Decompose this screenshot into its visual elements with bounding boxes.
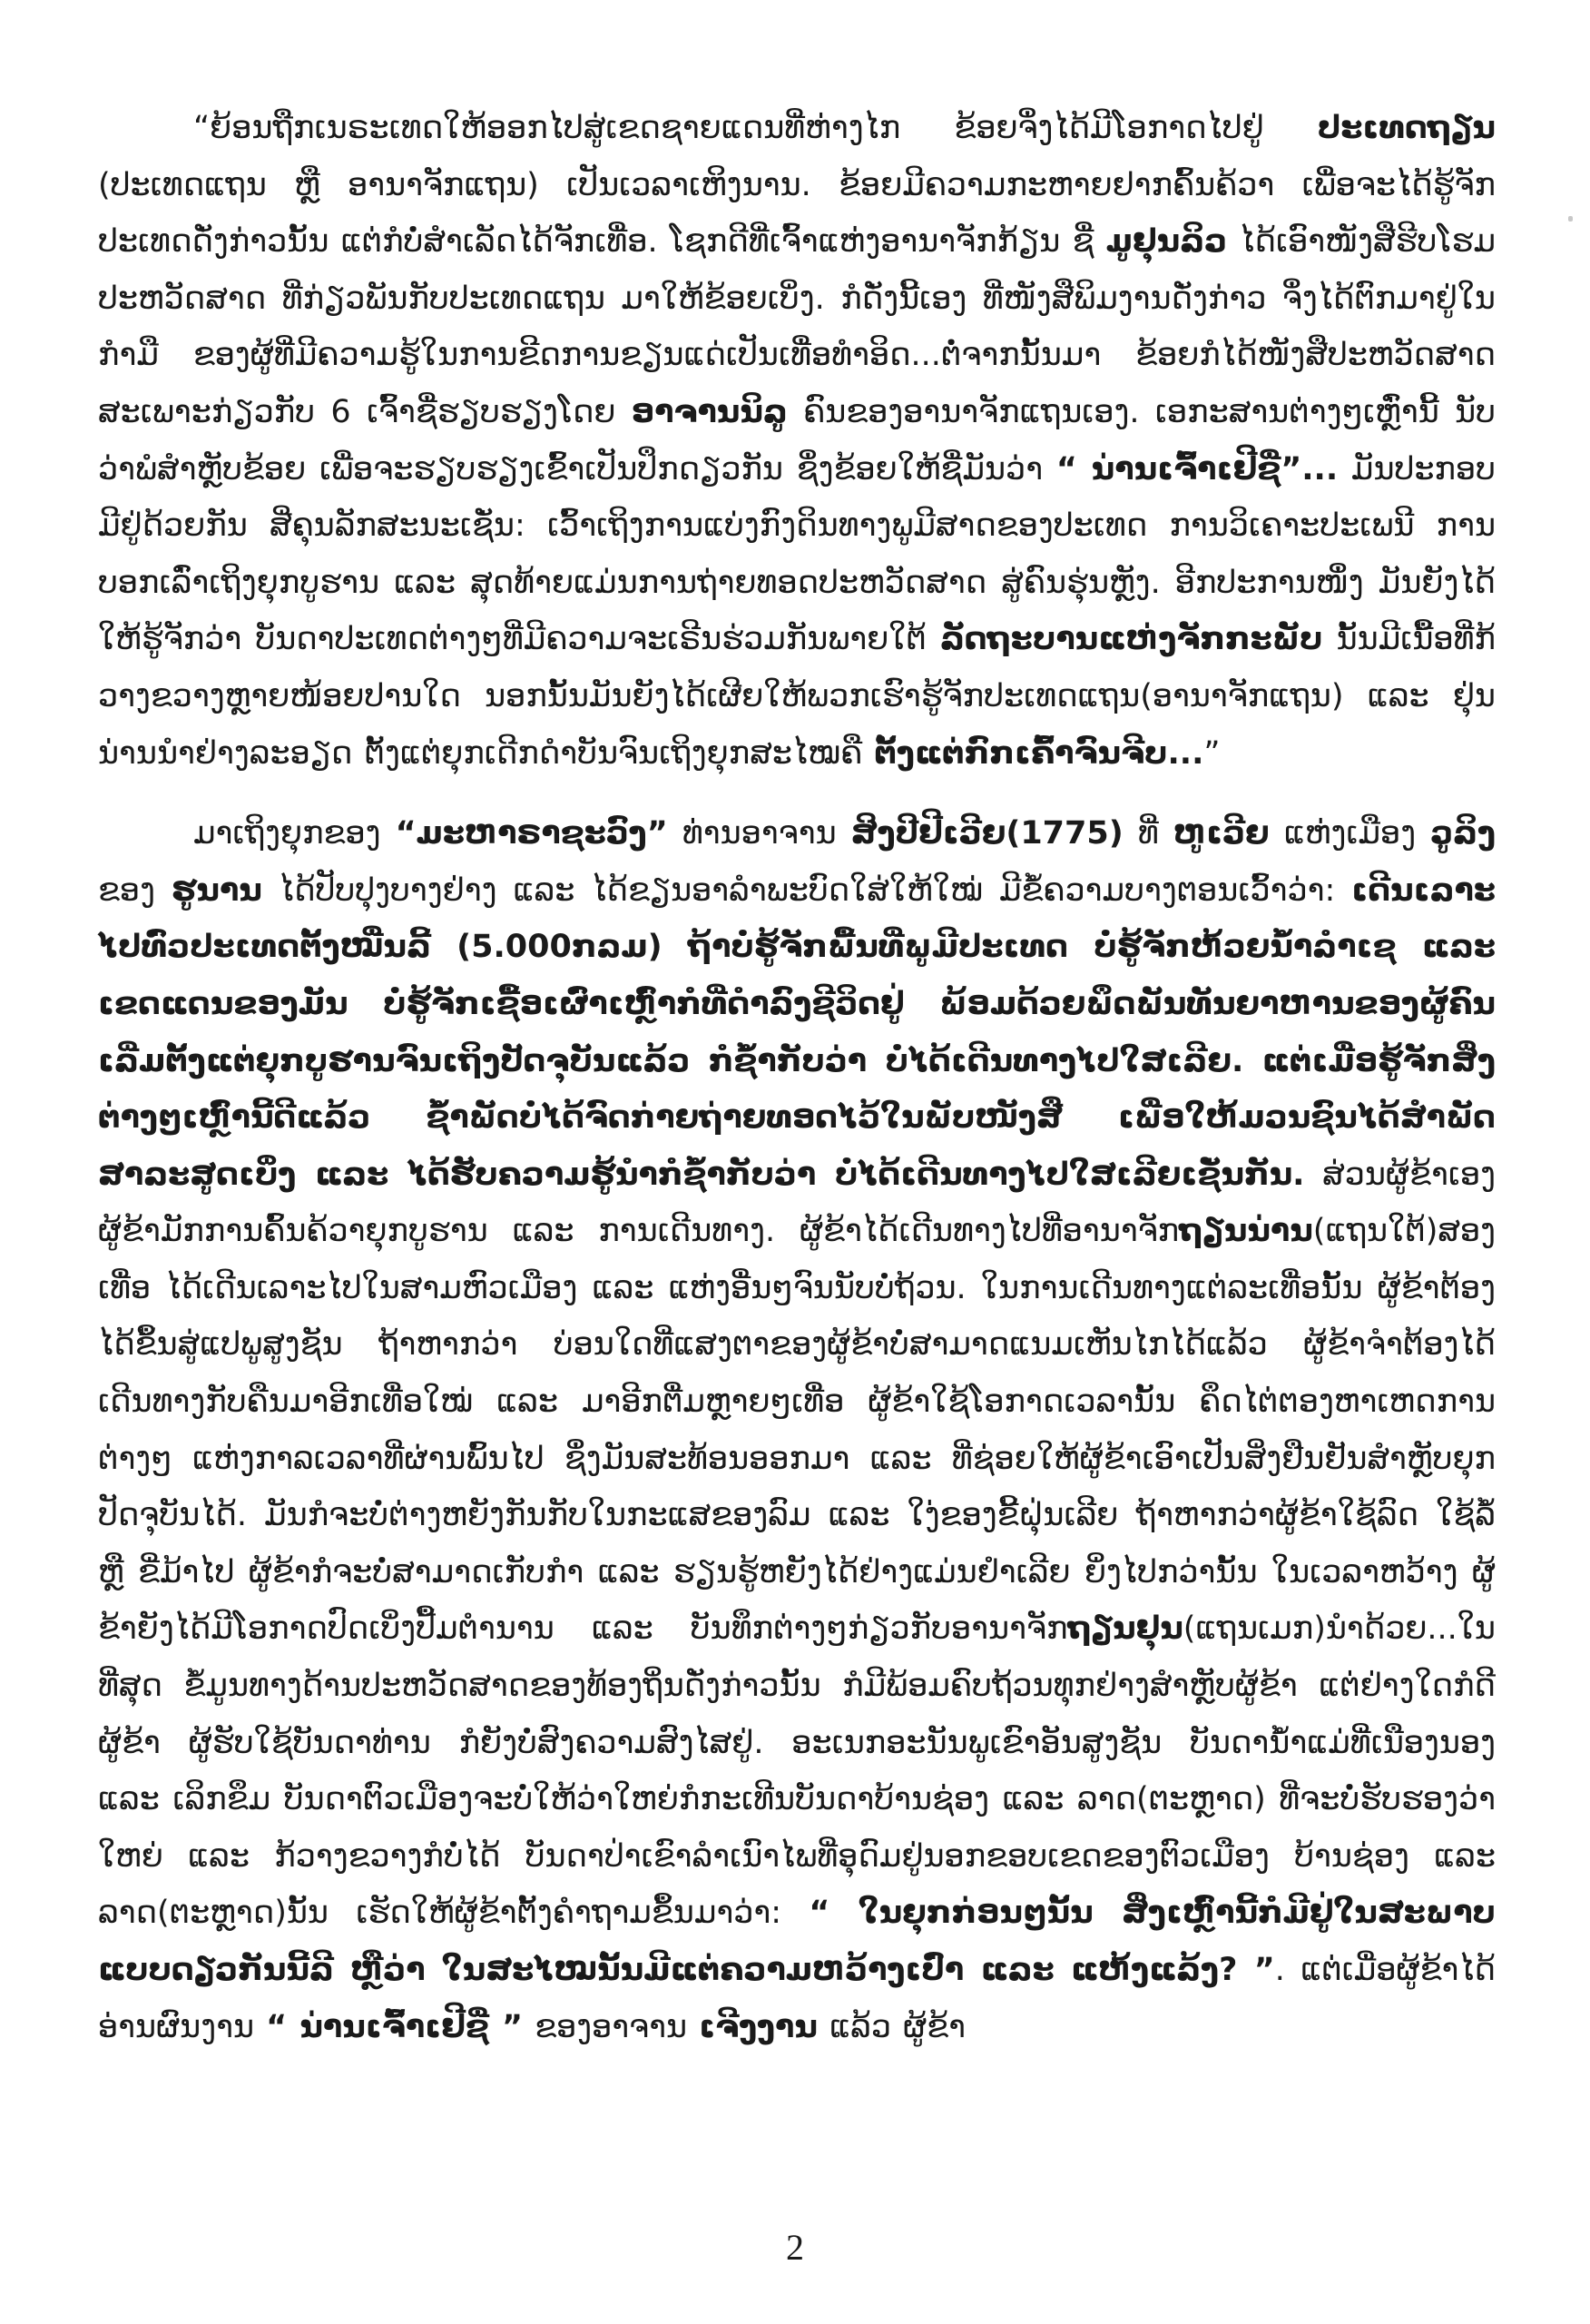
text-run: (ແຖນເມກ)ນຳດ້ວຍ...ໃນທີ່ສຸດ ຂໍ້ມູນທາງດ້ານປະຫວັດສາດຂອງທ້ອງຖິ່ນດັ່ງກ່າວນັ້ນ ກໍມີພ້ອມຄົບຖ້ວນທຸກຢ່າງສຳຫຼັບຜູ້ຂ້າ ແຕ່ຢ່າງໃດກໍດີ ຜູ້ຂ້າ ຜູ້ຮັບໃຊ້ບັນດາທ່ານ ກໍຍັງບໍ່ສົງຄວາມສົງໄສຢູ່. ອະເນກອະນັນພູເຂົາອັນສູງຊັນ ບັນດານ້ຳແມ່ທີ່ເນືອງນອງ ແລະ ເລິກຂຶມ ບັນດາຕົວເມືອງຈະບໍ່ໃຫ້ວ່າໃຫຍ່ກໍກະເທີນບັນດາບ້ານຊ່ອງ ແລະ ລາດ(ຕະຫຼາດ) ທີ່ຈະບໍ່ຮັບຮອງວ່າໃຫຍ່ ແລະ ກ້ວາງຂວາງກໍບໍ່ໄດ້ ບັນດາປ່າເຂົາລຳເນົາໄພທີ່ອຸດົມຢູ່ນອກຂອບເຂດຂອງຕົວເມືອງ ບ້ານຊ່ອງ ແລະ ລາດ(ຕະຫຼາດ)ນັ້ນ ເຮັດໃຫ້ຜູ້ຂ້າຕັ້ງຄຳຖາມຂຶ້ນມາວ່າ: [98, 1610, 1496, 1932]
text-run: ໄດ້ປັບປຸງບາງຢ່າງ ແລະ ໄດ້ຂຽນອາລຳພະບົດໃສ່ໃຫ້ໃໝ່ ມີຂໍ້ຄວາມບາງຕອນເວົ້າວ່າ: [261, 872, 1352, 909]
text-run: ໄດ້ເອົາໜັງສືຮີບໂຮມປະຫວັດສາດ ທີ່ກ່ຽວພັນກັບປະເທດແຖນ ມາໃຫ້ຂ້ອຍເບິ່ງ. ກໍດັ່ງນີ້ເອງ ທີ່ໜັງສືພິມງານດັ່ງກ່າວ ຈຶ່ງໄດ້ຕົກມາຢູ່ໃນກຳມື ຂອງຜູ້ທີ່ມີຄວາມຮູ້ໃນການຂີດການຂຽນແດ່ເປັນເທື່ອທຳອິດ...ຕໍ່ຈາກນັ້ນມາ ຂ້ອຍກໍໄດ້ໜັງສືປະຫວັດສາດສະເພາະກ່ຽວກັບ 6 ເຈົ້າຊື່ຮຽບຮຽງໂດຍ [98, 223, 1496, 430]
text-run: ແລ້ວ ຜູ້ຂ້າ [817, 2008, 966, 2045]
bold-text-run: ເດີນເລາະໄປທົ່ວປະເທດຕັ້ງໝື່ນລີ້ (5.000ກລມ) ຖ້າບໍ່ຮູ້ຈັກພື້ນທີ່ພູມີປະເທດ ບໍ່ຮູ້ຈັກຫ້ວຍນ້ຳລຳເຊ ແລະ ເຂດແດນຂອງມັນ ບໍ່ຮູ້ຈັກເຊື້ອເຜົ່າເຫຼົ່າກໍທີ່ດຳລົງຊີວິດຢູ່ ພ້ອມດ້ວຍພຶດພັນທັນຍາຫານຂອງຜູ້ຄົນ ເລີ່ມຕັ້ງແຕ່ຍຸກບູຮານຈົນເຖິງປັດຈຸບັນແລ້ວ ກໍຊ້ຳກັບວ່າ ບໍ່ໄດ້ເດີນທາງໄປໃສເລີຍ. ແຕ່ເມື່ອຮູ້ຈັກສິ່ງຕ່າງໆເຫຼົ່ານີ້ດີແລ້ວ ຊ້ຳພັດບໍ່ໄດ້ຈົດກ່າຍຖ່າຍທອດໄວ້ໃນພັບໜັງສື ເພື່ອໃຫ້ມວນຊົນໄດ້ສຳພັດສາລະສູດເບິ່ງ ແລະ ໄດ້ຮັບຄວາມຮູ້ນຳກໍຊ້ຳກັບວ່າ ບໍ່ໄດ້ເດີນທາງໄປໃສເລີຍເຊັ່ນກັນ. [98, 872, 1496, 1193]
text-run: ແຫ່ງເມືອງ [1269, 815, 1431, 852]
bold-text-run: “ມະຫາຣາຊະວົງ” [395, 815, 668, 852]
text-run: ມາເຖິງຍຸກຂອງ [193, 815, 396, 852]
text-run: ທີ່ [1123, 815, 1173, 852]
text-run: ຂອງອາຈານ [523, 2008, 700, 2045]
paragraph [98, 805, 1496, 2055]
text-run: ທ່ານອາຈານ [667, 815, 851, 852]
text-run: ” [1203, 734, 1221, 772]
bold-text-run: ຫູເວີຍ [1173, 815, 1270, 852]
bold-text-run: “ ນ່ານເຈົ້າເຢີຊື່”... [1055, 450, 1339, 487]
bold-text-run: ຮູນານ [171, 872, 262, 909]
text-run: ຄົນຂອງອານາຈັກແຖນເອງ. ເອກະສານຕ່າງໆເຫຼົ່ານີ້ ນັບວ່າພໍສຳຫຼັບຂ້ອຍ ເພື່ອຈະຮຽບຮຽງເຂົ້າເປັນປຶກດຽວກັນ ຊຶ່ງຂ້ອຍໃຫ້ຊື່ມັນວ່າ [98, 393, 1496, 487]
text-run: ນັ້ນມີເນື້ອທີ່ກ້ວາງຂວາງຫຼາຍໜ້ອຍປານໃດ ນອກນັ້ນມັນຍັງໄດ້ເຜີຍໃຫ້ພວກເຮົາຮູ້ຈັກປະເທດແຖນ(ອານາຈັກແຖນ) ແລະ ຢຸ່ນນ່ານນຳຢ່າງລະອຽດ ຕັ້ງແຕ່ຍຸກເດີກດຳບັນຈົນເຖິງຍຸກສະໄໝຄື [98, 621, 1496, 772]
bold-text-run: ລັດຖະບານແຫ່ງຈັກກະພັບ [940, 621, 1323, 658]
bold-text-run: ວູລິງ [1430, 815, 1496, 852]
bold-text-run: “ ໃນຍຸກກ່ອນໆນັ້ນ ສິ່ງເຫຼົ່ານີ້ກໍມີຢູ່ໃນສະພາບແບບດຽວກັນນີ້ລີ ຫຼືວ່າ ໃນສະໄໝນັ້ນມີແຕ່ຄວາມຫວ້າງເປົ່າ ແລະ ແຫ້ງແລ້ງ? ” [98, 1895, 1496, 1988]
bold-text-run: ປະເທດຖຽນ [1317, 110, 1496, 146]
bold-text-run: ຖຽນນ່ານ [1179, 1213, 1313, 1250]
paragraph [98, 100, 1496, 782]
text-run: ມັນປະກອບມີຢູ່ດ້ວຍກັນ ສີ່ຄຸນລັກສະນະເຊັ່ນ: ເວົ້າເຖິງການແບ່ງກົງດິນທາງພູມີສາດຂອງປະເທດ ການວິເຄາະປະເພນີ ການບອກເລົ່າເຖິງຍຸກບູຮານ ແລະ ສຸດທ້າຍແມ່ນການຖ່າຍທອດປະຫວັດສາດ ສູ່ຄົນຮຸ່ນຫຼັງ. ອີກປະການໜຶ່ງ ມັນຍັງໄດ້ໃຫ້ຮູ້ຈັກວ່າ ບັນດາປະເທດຕ່າງໆທີ່ມີຄວາມຈະເຣີນຮ່ວມກັນພາຍໃຕ້ [98, 450, 1497, 658]
text-run: (ແຖນໃຕ້)ສອງເທື່ອ ໄດ້ເດີນເລາະໄປໃນສາມຫົວເມືອງ ແລະ ແຫ່ງອື່ນໆຈົນນັບບໍ່ຖ້ວນ. ໃນການເດີນທາງແຕ່ລະເທື່ອນັ້ນ ຜູ້ຂ້າຕ້ອງໄດ້ຂຶ້ນສູ່ແປພູສູງຊັນ ຖ້າຫາກວ່າ ບ່ອນໃດທີ່ແສງຕາຂອງຜູ້ຂ້າບໍ່ສາມາດແນມເຫັນໄກໄດ້ແລ້ວ ຜູ້ຂ້າຈຳຕ້ອງໄດ້ເດີນທາງກັບຄືນມາອີກເທື່ອໃໝ່ ແລະ ມາອີກຕື່ມຫຼາຍໆເທື່ອ ຜູ້ຂ້າໃຊ້ໂອກາດເວລານັ້ນ ຄຶດໄຕ່ຕອງຫາເຫດການຕ່າງໆ ແຫ່ງກາລເວລາທີ່ຜ່ານພົ້ນໄປ ຊຶ່ງມັນສະທ້ອນອອກມາ ແລະ ທີ່ຊ່ອຍໃຫ້ຜູ້ຂ້າເອົາເປັນສິ່ງຢືນຢັນສຳຫຼັບຍຸກປັດຈຸບັນໄດ້. ມັນກໍຈະບໍ່ຕ່າງຫຍັງກັນກັບໃນກະແສຂອງລົມ ແລະ ໃງ່ຂອງຂີ້ຝຸ່ນເລີຍ ຖ້າຫາກວ່າຜູ້ຂ້າໃຊ້ລົດ ໃຊ້ລໍ້ ຫຼື ຂີ່ມ້າໄປ ຜູ້ຂ້າກໍຈະບໍ່ສາມາດເກັບກຳ ແລະ ຮຽນຮູ້ຫຍັງໄດ້ຢ່າງແມ່ນຢຳເລີຍ ຍິ່ງໄປກວ່ານັ້ນ ໃນເວລາຫວ້າງ ຜູ້ຂ້າຍັງໄດ້ມີໂອກາດປົດເບິ່ງປື້ມຕຳນານ ແລະ ບັນທຶກຕ່າງໆກ່ຽວກັບອານາຈັກ [98, 1213, 1496, 1648]
text-run: (ປະເທດແຖນ ຫຼື ອານາຈັກແຖນ) ເປັນເວລາເຫິງນານ. ຂ້ອຍມີຄວາມກະຫາຍຢາກຄົ້ນຄ້ວາ ເພື່ອຈະໄດ້ຮູ້ຈັກປະເທດດັ່ງກ່າວນັ້ນ ແຕ່ກໍບໍ່ສຳເລັດໄດ້ຈັກເທື່ອ. ໂຊກດີທີ່ເຈົ້າແຫ່ງອານາຈັກກ້ຽນ ຊື່ [98, 166, 1496, 261]
bold-text-run: ມູຢຸນລິວ [1105, 223, 1228, 261]
bold-text-run: ຕັ້ງແຕ່ກົກເຄົ້າຈົນຈີບ... [874, 734, 1204, 772]
bold-text-run: ອາຈານນິລູ [631, 393, 788, 430]
bold-text-run: ເຈີງງານ [699, 2008, 818, 2045]
bold-text-run: ຖຽນຢຸນ [1067, 1610, 1183, 1648]
text-run: . ແຕ່ເມື່ອຜູ້ຂ້າໄດ້ອ່ານຜົນງານ [98, 1952, 1496, 2045]
scan-speck [1568, 216, 1573, 222]
text-run: ຂອງ [98, 872, 172, 909]
text-run: ສ່ວນຜູ້ຂ້າເອງ ຜູ້ຂ້າມັກການຄົ້ນຄ້ວາຍຸກບູຮານ ແລະ ການເດີນທາງ. ຜູ້ຂ້າໄດ້ເດີນທາງໄປທີ່ອານາຈັກ [98, 1156, 1497, 1250]
page-number: 2 [786, 2227, 804, 2268]
page-body [98, 100, 1496, 2055]
bold-text-run: “ ນ່ານເຈົ້າເຢີຊື່ ” [266, 2008, 524, 2045]
text-run: “ຍ້ອນຖືກເນຣະເທດໃຫ້ອອກໄປສູ່ເຂດຊາຍແດນທີ່ຫ່າງໄກ ຂ້ອຍຈຶ່ງໄດ້ມີໂອກາດໄປຢູ່ [193, 110, 1318, 146]
bold-text-run: ສິງປີຢີເວີຍ(1775) [850, 815, 1124, 852]
